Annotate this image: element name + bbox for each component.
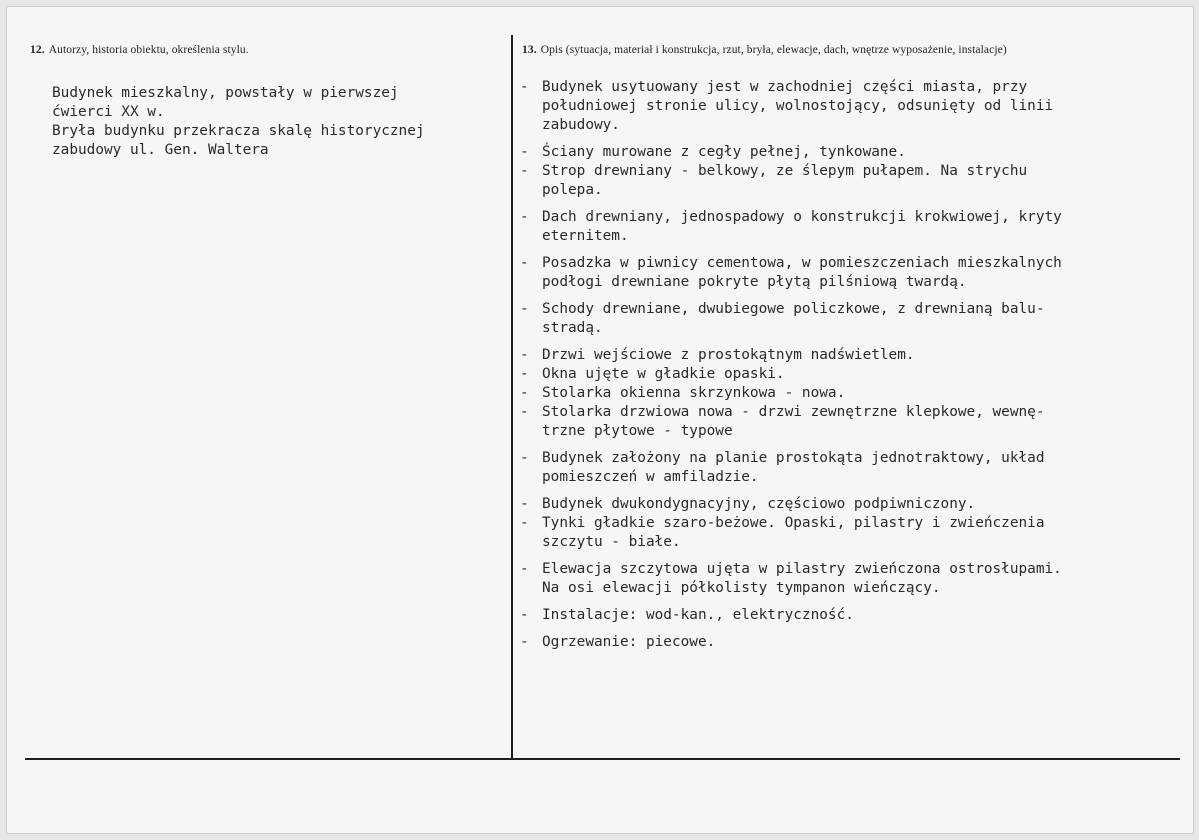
section-number: 12. xyxy=(30,44,45,56)
description-item xyxy=(520,560,1180,598)
text-line: stradą. xyxy=(542,320,603,336)
bullet-dash: - xyxy=(520,385,529,401)
text-line: pomieszczeń w amfiladzie. xyxy=(542,469,759,485)
bullet-dash: - xyxy=(520,450,529,466)
text-line: Drzwi wejściowe z prostokątnym nadświetlem. xyxy=(542,347,915,363)
text-line: Budynek usytuowany jest w zachodniej części miasta, przy xyxy=(542,79,1028,95)
bullet-dash: - xyxy=(520,607,529,623)
text-line: Bryła budynku przekracza skalę historycznej xyxy=(52,123,425,139)
description-item xyxy=(520,254,1180,292)
bullet-dash: - xyxy=(520,144,529,160)
authors-history-text xyxy=(52,84,425,160)
bullet-dash: - xyxy=(520,347,529,363)
text-line: trzne płytowe - typowe xyxy=(542,423,733,439)
text-line: Schody drewniane, dwubiegowe policzkowe, z drewnianą balu- xyxy=(542,301,1045,317)
description-item xyxy=(520,346,1180,365)
text-line: zabudowy. xyxy=(542,117,620,133)
bullet-dash: - xyxy=(520,79,529,95)
bullet-dash: - xyxy=(520,255,529,271)
text-line: Posadzka w piwnicy cementowa, w pomieszczeniach mieszkalnych xyxy=(542,255,1062,271)
text-line: Budynek założony na planie prostokąta jednotraktowy, układ xyxy=(542,450,1045,466)
description-item xyxy=(520,143,1180,162)
description-item xyxy=(520,300,1180,338)
text-line: Ogrzewanie: piecowe. xyxy=(542,634,716,650)
section-title: Autorzy, historia obiektu, określenia stylu. xyxy=(48,44,249,56)
bullet-dash: - xyxy=(520,163,529,179)
section-title: Opis (sytuacja, materiał i konstrukcja, rzut, bryła, elewacje, dach, wnętrze wyposażenie, instalacje) xyxy=(540,44,1007,56)
description-item xyxy=(520,495,1180,514)
authors-section-header xyxy=(30,44,249,56)
text-line: eternitem. xyxy=(542,228,629,244)
description-item xyxy=(520,633,1180,652)
text-line: Stolarka okienna skrzynkowa - nowa. xyxy=(542,385,846,401)
bottom-rule xyxy=(25,758,1180,760)
description-item xyxy=(520,449,1180,487)
text-line: Budynek mieszkalny, powstały w pierwszej xyxy=(52,85,399,101)
description-item xyxy=(520,208,1180,246)
description-item xyxy=(520,162,1180,200)
column-divider xyxy=(511,35,513,758)
bullet-dash: - xyxy=(520,209,529,225)
description-item xyxy=(520,514,1180,552)
text-line: Ściany murowane z cegły pełnej, tynkowane. xyxy=(542,144,906,160)
text-line: Na osi elewacji półkolisty tympanon wieńczący. xyxy=(542,580,941,596)
text-line: polepa. xyxy=(542,182,603,198)
bullet-dash: - xyxy=(520,301,529,317)
bullet-dash: - xyxy=(520,561,529,577)
text-line: Dach drewniany, jednospadowy o konstrukcji krokwiowej, kryty xyxy=(542,209,1062,225)
bullet-dash: - xyxy=(520,404,529,420)
description-list xyxy=(520,78,1180,660)
text-line: Strop drewniany - belkowy, ze ślepym pułapem. Na strychu xyxy=(542,163,1028,179)
bullet-dash: - xyxy=(520,634,529,650)
description-item xyxy=(520,78,1180,135)
bullet-dash: - xyxy=(520,366,529,382)
text-line: Elewacja szczytowa ujęta w pilastry zwieńczona ostrosłupami. xyxy=(542,561,1062,577)
text-line: południowej stronie ulicy, wolnostojący, odsunięty od linii xyxy=(542,98,1054,114)
description-section-header xyxy=(522,44,1007,56)
text-line: Tynki gładkie szaro-beżowe. Opaski, pilastry i zwieńczenia xyxy=(542,515,1045,531)
text-line: Okna ujęte w gładkie opaski. xyxy=(542,366,785,382)
text-line: Instalacje: wod-kan., elektryczność. xyxy=(542,607,854,623)
section-number: 13. xyxy=(522,44,537,56)
text-line: podłogi drewniane pokryte płytą pilśniową twardą. xyxy=(542,274,967,290)
description-item xyxy=(520,403,1180,441)
text-line: zabudowy ul. Gen. Waltera xyxy=(52,142,269,158)
description-item xyxy=(520,365,1180,384)
description-item xyxy=(520,606,1180,625)
text-line: ćwierci XX w. xyxy=(52,104,165,120)
text-line: Stolarka drzwiowa nowa - drzwi zewnętrzne klepkowe, wewnę- xyxy=(542,404,1045,420)
text-line: szczytu - białe. xyxy=(542,534,681,550)
text-line: Budynek dwukondygnacyjny, częściowo podpiwniczony. xyxy=(542,496,976,512)
description-item xyxy=(520,384,1180,403)
bullet-dash: - xyxy=(520,515,529,531)
bullet-dash: - xyxy=(520,496,529,512)
